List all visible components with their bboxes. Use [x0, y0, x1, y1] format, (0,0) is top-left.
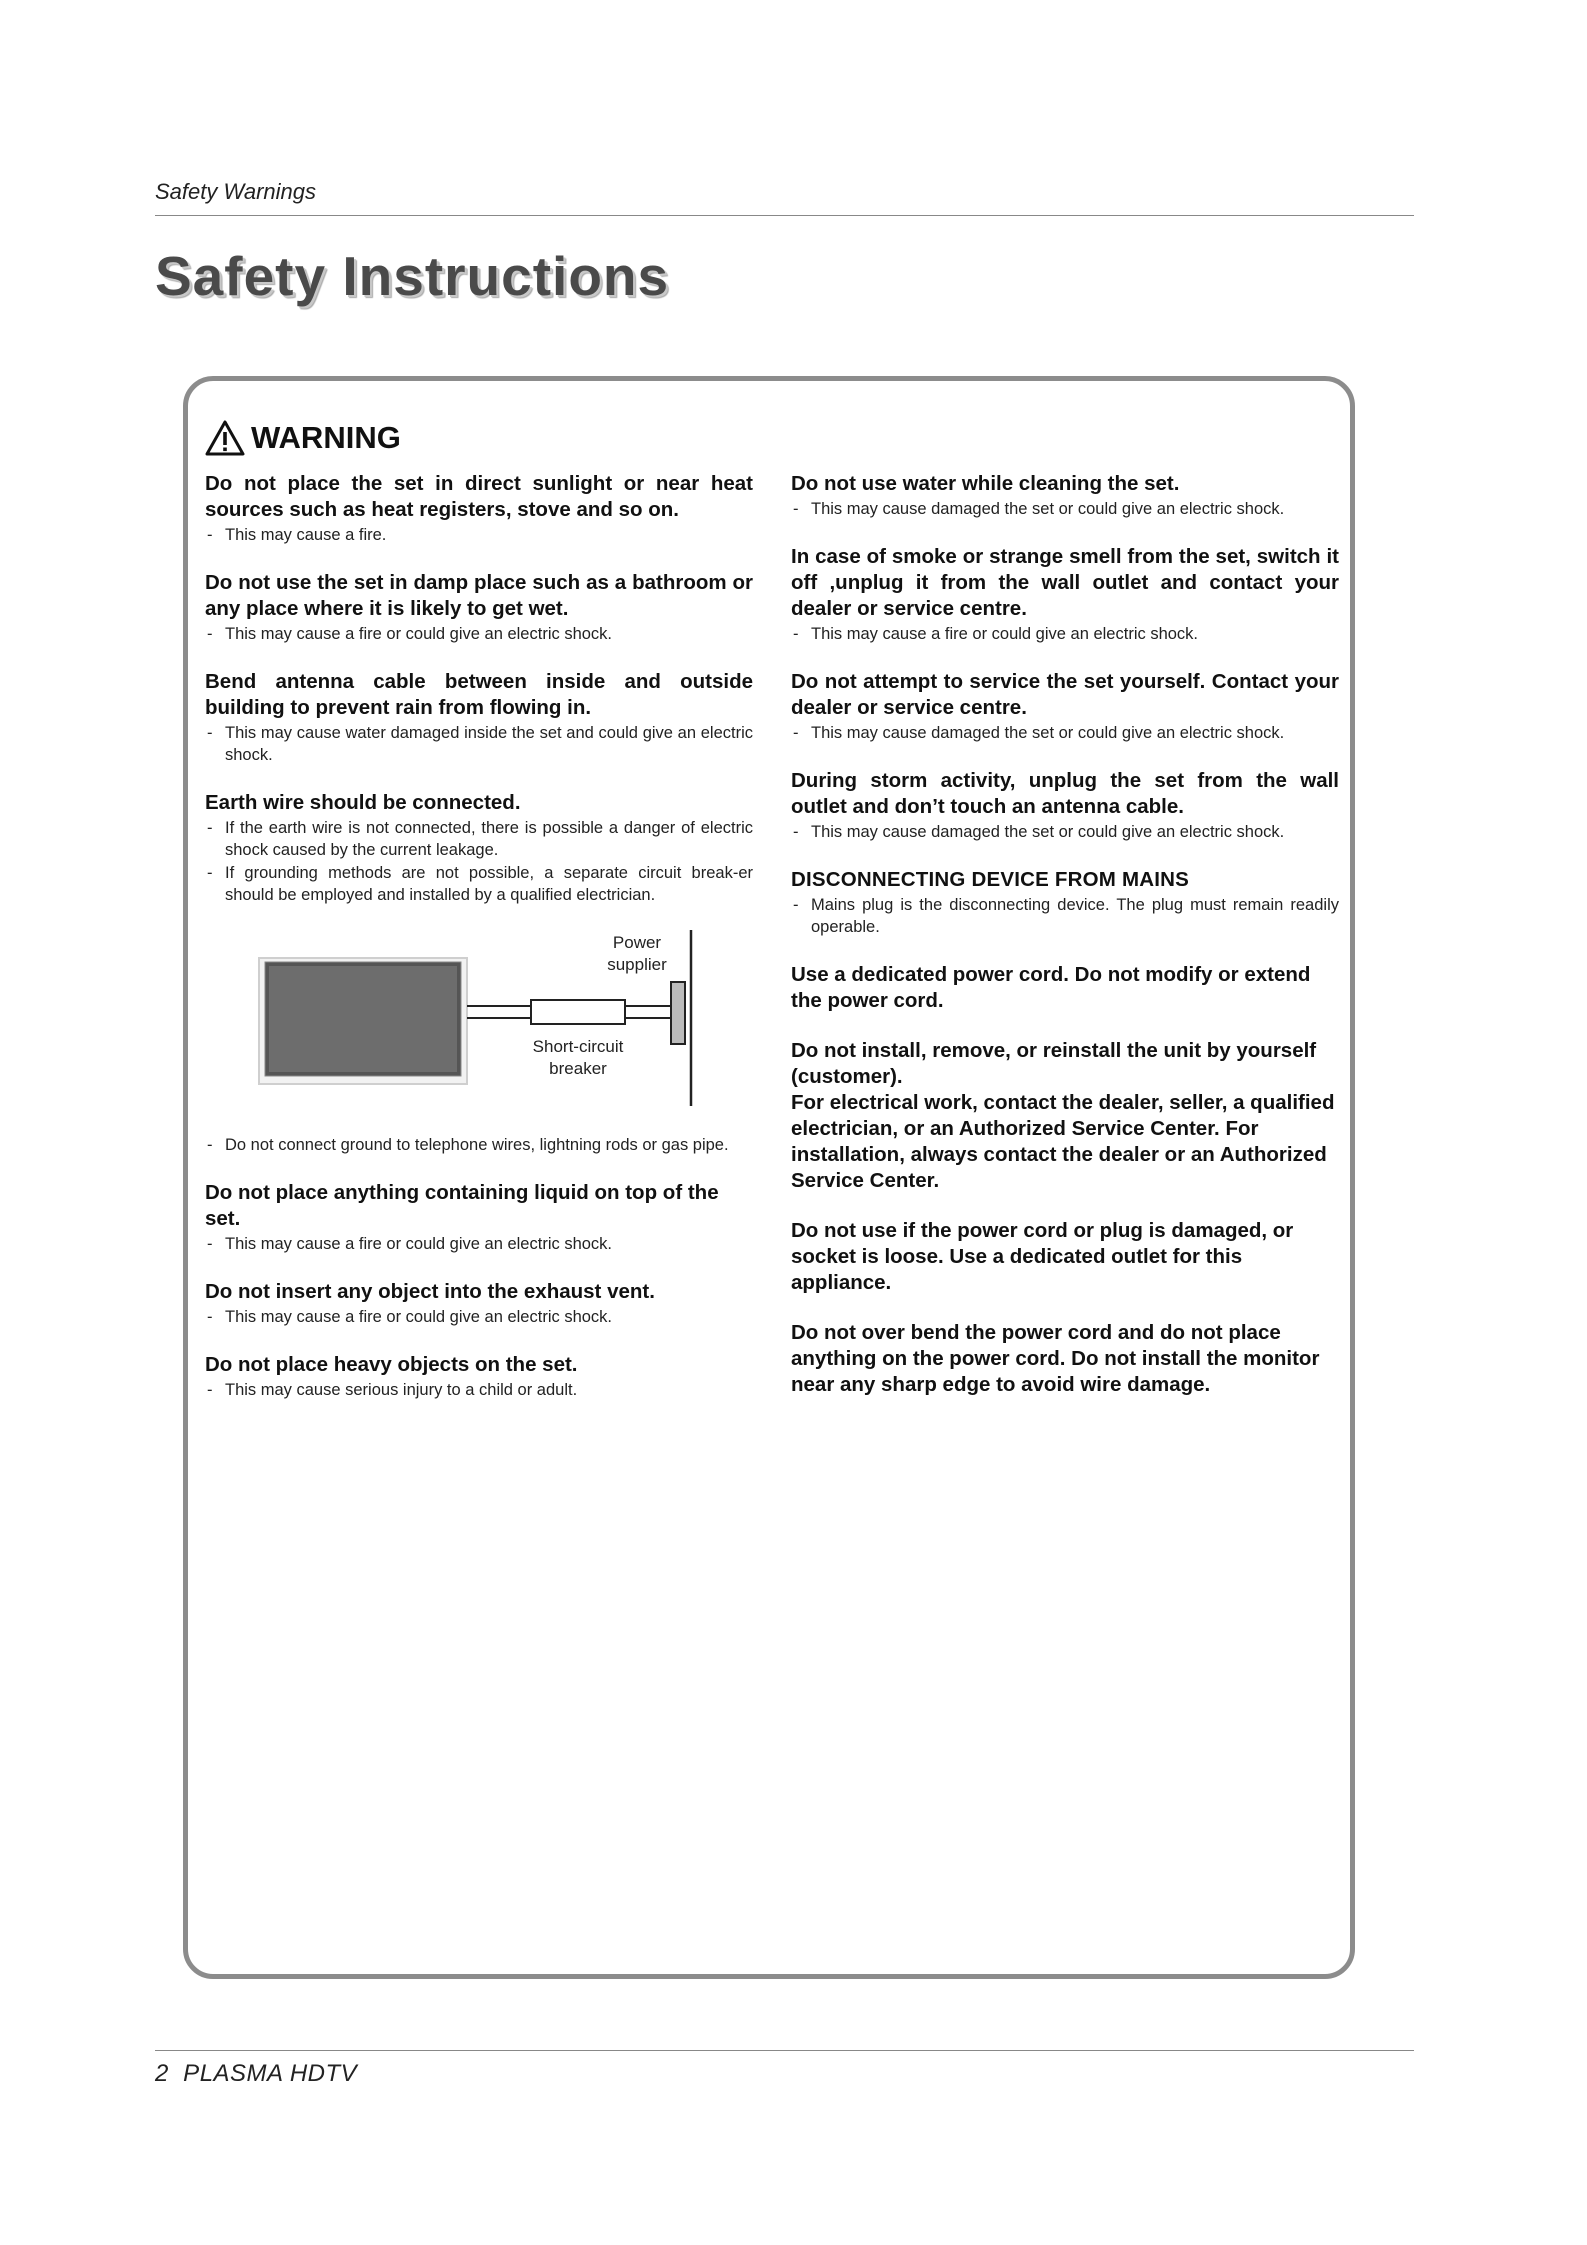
- header-divider: [155, 215, 1414, 216]
- item-title: During storm activity, unplug the set from the wall outlet and don’t touch an antenna cable.: [791, 769, 1339, 818]
- item-title: Use a dedicated power cord. Do not modify or extend the power cord.: [791, 963, 1311, 1012]
- item-note: - This may cause damaged the set or could give an electric shock.: [793, 823, 1285, 841]
- safety-item: [205, 669, 753, 766]
- safety-item: [205, 1352, 753, 1401]
- item-note: - This may cause water damaged inside the set and could give an electric shock.: [207, 724, 753, 764]
- safety-item: [791, 471, 1339, 520]
- item-note: - This may cause a fire.: [207, 526, 387, 544]
- item-note: - Do not connect ground to telephone wires, lightning rods or gas pipe.: [207, 1136, 729, 1154]
- item-title: Do not use water while cleaning the set.: [791, 472, 1180, 495]
- item-note: - This may cause serious injury to a child or adult.: [207, 1381, 578, 1399]
- warning-triangle-icon: [205, 420, 245, 456]
- page-title: Safety Instructions: [155, 245, 670, 307]
- item-subtitle: For electrical work, contact the dealer, seller, a qualified electrician, or an Authorized Service Center. For installation, always contact the dealer or an Authorized Service Center.: [791, 1091, 1335, 1192]
- item-title: Earth wire should be connected.: [205, 791, 521, 814]
- item-note: - This may cause a fire or could give an electric shock.: [207, 1235, 613, 1253]
- item-note: - If the earth wire is not connected, there is possible a danger of electric shock caused by the current leakage.: [207, 819, 753, 859]
- safety-item: [791, 669, 1339, 744]
- footer-divider: [155, 2050, 1414, 2051]
- right-column: [791, 471, 1339, 1422]
- diagram-note: [205, 1134, 753, 1156]
- page-footer: 2 PLASMA HDTV: [155, 2060, 358, 2087]
- safety-item: [205, 471, 753, 546]
- item-title: Do not use if the power cord or plug is damaged, or socket is loose. Use a dedicated outlet for this appliance.: [791, 1219, 1294, 1294]
- item-title: Do not attempt to service the set yourself. Contact your dealer or service centre.: [791, 670, 1339, 719]
- item-title: Do not place the set in direct sunlight or near heat sources such as heat registers, stove and so on.: [205, 472, 753, 521]
- warning-title: WARNING: [251, 420, 401, 455]
- item-note: - Mains plug is the disconnecting device. The plug must remain readily operable.: [793, 896, 1339, 936]
- item-title: Do not install, remove, or reinstall the unit by yourself (customer).: [791, 1039, 1317, 1088]
- power-supplier-label: Power supplier: [607, 933, 667, 974]
- left-column: [205, 471, 753, 1425]
- safety-item: [205, 1279, 753, 1328]
- item-title: Do not place anything containing liquid on top of the set.: [205, 1181, 719, 1230]
- item-title: DISCONNECTING DEVICE FROM MAINS: [791, 868, 1189, 891]
- safety-item: [791, 1218, 1339, 1296]
- item-title: Do not use the set in damp place such as a bathroom or any place where it is likely to get wet.: [205, 571, 753, 620]
- safety-item: [791, 1038, 1339, 1194]
- item-title: Do not insert any object into the exhaust vent.: [205, 1280, 655, 1303]
- safety-item: [791, 768, 1339, 843]
- item-note: - If grounding methods are not possible, a separate circuit break-er should be employed and installed by a qualified electrician.: [207, 864, 753, 904]
- breaker-label: Short-circuit breaker: [532, 1037, 624, 1078]
- safety-item: [205, 790, 753, 906]
- section-label: Safety Warnings: [155, 179, 317, 204]
- earth-wire-diagram: [205, 918, 753, 1118]
- item-note: - This may cause a fire or could give an electric shock.: [793, 625, 1199, 643]
- item-note: - This may cause a fire or could give an electric shock.: [207, 1308, 613, 1326]
- safety-item: [205, 1180, 753, 1255]
- safety-item: [205, 570, 753, 645]
- item-title: Bend antenna cable between inside and outside building to prevent rain from flowing in.: [205, 670, 753, 719]
- safety-item: [791, 962, 1339, 1014]
- warning-heading: [205, 420, 401, 456]
- item-title: Do not place heavy objects on the set.: [205, 1353, 578, 1376]
- item-note: - This may cause damaged the set or could give an electric shock.: [793, 500, 1285, 518]
- item-title: Do not over bend the power cord and do not place anything on the power cord. Do not install the monitor near any sharp edge to avoid wire damage.: [791, 1321, 1320, 1396]
- item-title: In case of smoke or strange smell from the set, switch it off ,unplug it from the wall outlet and contact your dealer or service centre.: [791, 545, 1339, 620]
- safety-item: [791, 544, 1339, 645]
- item-note: - This may cause a fire or could give an electric shock.: [207, 625, 613, 643]
- safety-item: [791, 867, 1339, 938]
- safety-item: [791, 1320, 1339, 1398]
- item-note: - This may cause damaged the set or could give an electric shock.: [793, 724, 1285, 742]
